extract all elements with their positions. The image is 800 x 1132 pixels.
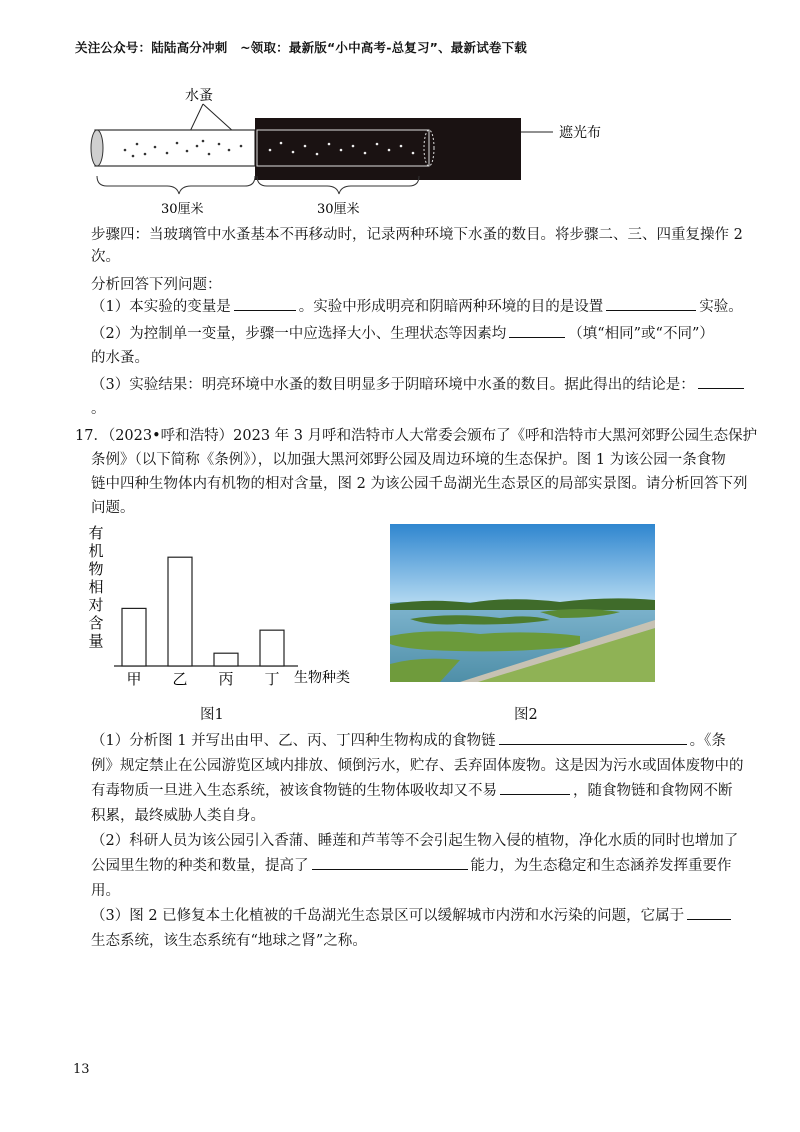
q17-a1-line4: 积累，最终威胁人类自身。	[91, 808, 265, 824]
bar-丁	[260, 630, 284, 666]
bar-丙	[214, 653, 238, 666]
q17-a1-text-b: 。《条	[689, 733, 726, 749]
q17-a1-l3-text-b: ，随食物链和食物网不断	[573, 783, 733, 799]
q16-p1-a: （1）本实验的变量是	[91, 299, 231, 315]
q17-a1-line2: 例》规定禁止在公园游览区域内排放、倾倒污水，贮存、丢弃固体废物。这是因为污水或固体废物中的	[91, 758, 744, 774]
q16-p1-b: 。实验中形成明亮和阴暗两种环境的目的是设置	[298, 299, 604, 315]
glass-tube-figure	[85, 80, 601, 220]
y-axis-label	[88, 524, 103, 650]
q16-part3	[91, 374, 747, 396]
figure2-caption: 图2	[514, 707, 538, 723]
step4-line2: 次。	[91, 249, 120, 265]
answer-blank[interactable]	[698, 374, 744, 389]
y-axis-label-char: 有	[88, 524, 104, 542]
label-length-left: 30厘米	[161, 202, 204, 217]
q17-a1-l3-text: 有毒物质一旦进入生态系统，被该食物链的生物体吸收却又不易	[91, 783, 497, 799]
q17-a1-text: （1）分析图 1 并写出由甲、乙、丙、丁四种生物构成的食物链	[91, 733, 496, 749]
y-axis-label-char: 含	[88, 614, 104, 632]
q16-part2-cont: 的水蚤。	[91, 350, 149, 366]
answer-blank[interactable]	[499, 730, 687, 745]
y-axis-label-char: 对	[88, 596, 104, 614]
y-axis-label-char: 物	[88, 560, 104, 578]
q17-a2-text: 公园里生物的种类和数量，提高了	[91, 858, 309, 874]
q17-a1-line3	[91, 780, 733, 802]
bar-甲	[122, 608, 146, 666]
q16-p3-a: （3）实验结果：明亮环境中水蚤的数目明显多于阴暗环境中水蚤的数目。据此得出的结论是：	[91, 377, 695, 393]
y-axis-label-char: 机	[88, 542, 104, 560]
organic-content-bar-chart	[88, 522, 378, 692]
answer-blank[interactable]	[606, 296, 696, 311]
q17-line2: 条例》（以下简称《条例》），以加强大黑河郊野公园及周边环境的生态保护。图 1 为该公园一条食物	[91, 452, 726, 468]
q17-a3-text: （3）图 2 已修复本土化植被的千岛湖光生态景区可以缓解城市内涝和水污染的问题，它属于	[91, 908, 685, 924]
lake-scenery-illustration	[390, 524, 655, 682]
q17-a3-line2: 生态系统，该生态系统有“地球之肾”之称。	[91, 933, 367, 949]
q17-a2-line3: 用。	[91, 883, 120, 899]
lake-scenery-photo	[390, 524, 655, 682]
category-label-乙: 乙	[172, 670, 188, 688]
q17-a2-line1: （2）科研人员为该公园引入香蒲、睡莲和芦苇等不会引起生物入侵的植物，净化水质的同时也增加了	[91, 833, 739, 849]
y-axis-label-char: 相	[88, 578, 104, 596]
page-number: 13	[73, 1062, 90, 1077]
label-light-shield: 遮光布	[559, 125, 601, 141]
figure1-caption: 图1	[200, 707, 224, 723]
q17-a2-text-b: 能力，为生态稳定和生态涵养发挥重要作	[470, 858, 732, 874]
label-water-flea: 水蚤	[185, 88, 213, 104]
category-label-甲: 甲	[126, 670, 142, 688]
clear-tube	[95, 130, 255, 166]
category-label-丙: 丙	[218, 670, 234, 688]
q16-part2	[91, 323, 714, 345]
category-label-丁: 丁	[264, 670, 280, 688]
q16-p2-b: （填“相同”或“不同”）	[568, 326, 714, 342]
q17-a2-line2	[91, 855, 732, 877]
label-length-right: 30厘米	[317, 202, 360, 217]
analysis-intro: 分析回答下列问题：	[91, 277, 222, 293]
q17-a1-line1	[91, 730, 726, 752]
q16-part1	[91, 296, 743, 318]
step4-line1: 步骤四：当玻璃管中水蚤基本不再移动时，记录两种环境下水蚤的数目。将步骤二、三、四重复操作 2	[91, 227, 743, 243]
q16-part3-end: 。	[91, 401, 106, 417]
x-axis-label: 生物种类	[294, 670, 350, 686]
q17-line3: 链中四种生物体内有机物的相对含量，图 2 为该公园千岛湖光生态景区的局部实景图。请分析回答下列	[91, 476, 748, 492]
q17-a3-line1	[91, 905, 734, 927]
y-axis-label-char: 量	[88, 632, 104, 650]
answer-blank[interactable]	[687, 905, 731, 920]
q16-p1-c: 实验。	[699, 299, 743, 315]
answer-blank[interactable]	[312, 855, 468, 870]
q16-p2-a: （2）为控制单一变量，步骤一中应选择大小、生理状态等因素均	[91, 326, 507, 342]
bar-乙	[168, 557, 192, 666]
q17-line1: 17．（2023•呼和浩特）2023 年 3 月呼和浩特市人大常委会颁布了《呼和浩特市大黑河郊野公园生态保护	[75, 428, 758, 444]
light-shield-cloth	[255, 118, 521, 180]
answer-blank[interactable]	[500, 780, 570, 795]
q17-line4: 问题。	[91, 500, 135, 516]
page-header: 关注公众号：陆陆高分冲刺 ~领取：最新版“小中高考-总复习”、最新试卷下载	[75, 40, 527, 55]
answer-blank[interactable]	[234, 296, 296, 311]
answer-blank[interactable]	[509, 323, 565, 338]
